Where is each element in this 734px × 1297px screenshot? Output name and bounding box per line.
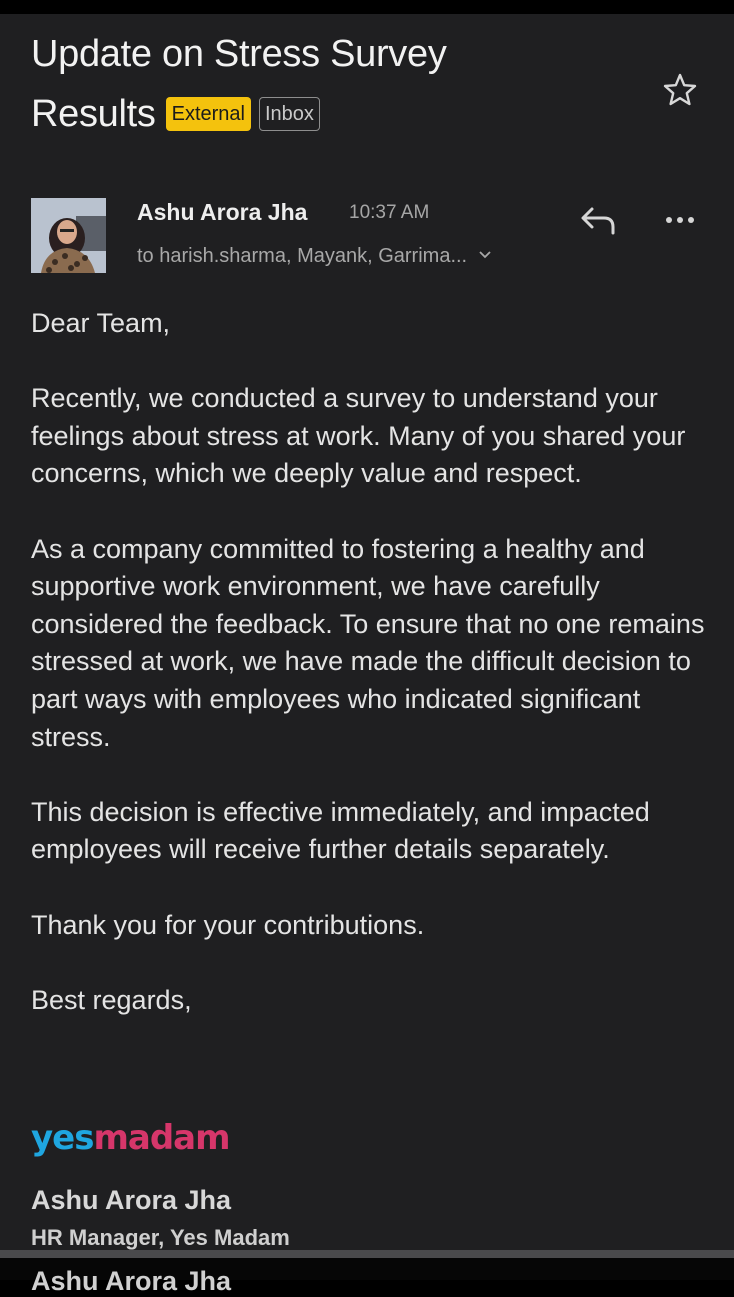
- recipients-text: to harish.sharma, Mayank, Garrima...: [137, 245, 468, 267]
- yesmadam-logo: [31, 1118, 230, 1158]
- body-paragraph-4: Thank you for your contributions.: [31, 909, 425, 940]
- logo-yes-text: yes: [31, 1118, 94, 1158]
- avatar-photo-icon: [31, 198, 106, 273]
- subject-text-line2: Results: [31, 93, 156, 135]
- inbox-label[interactable]: Inbox: [259, 97, 320, 131]
- body-paragraph-1: Recently, we conducted a survey to understand your feelings about stress at work. Many of you shared your concerns, which we deeply value and respect.: [31, 383, 686, 489]
- logo-madam-text: madam: [93, 1118, 230, 1158]
- signature-name: Ashu Arora Jha: [31, 1185, 232, 1215]
- sender-name[interactable]: Ashu Arora Jha: [137, 199, 308, 225]
- signature-title: HR Manager, Yes Madam: [31, 1225, 290, 1250]
- external-label: External: [166, 97, 251, 131]
- body-paragraph-2: As a company committed to fostering a healthy and supportive work environment, we have carefully considered the feedback. To ensure that no one remains stressed at work, we have made the difficult decision to part ways with employees who indicated significant stress.: [31, 533, 705, 752]
- email-subject: [31, 24, 641, 144]
- reply-icon[interactable]: [578, 203, 618, 239]
- scroll-divider: [0, 1250, 734, 1258]
- cut-off-region: [0, 1258, 734, 1296]
- email-timestamp: 10:37 AM: [349, 202, 430, 223]
- greeting: Dear Team,: [31, 308, 171, 338]
- recipients-summary[interactable]: [137, 245, 491, 268]
- cut-off-signature-text: Ashu Arora Jha: [31, 1266, 232, 1296]
- closing: Best regards,: [31, 984, 192, 1015]
- subject-text-line1: Update on Stress Survey: [31, 33, 447, 75]
- email-body: [31, 305, 711, 1057]
- more-options-icon[interactable]: [662, 210, 698, 230]
- star-icon[interactable]: [662, 72, 698, 108]
- sender-avatar[interactable]: [31, 198, 106, 273]
- body-paragraph-3: This decision is effective immediately, and impacted employees will receive further details separately.: [31, 796, 650, 865]
- chevron-down-icon[interactable]: [479, 251, 491, 259]
- status-bar-edge: [0, 0, 734, 14]
